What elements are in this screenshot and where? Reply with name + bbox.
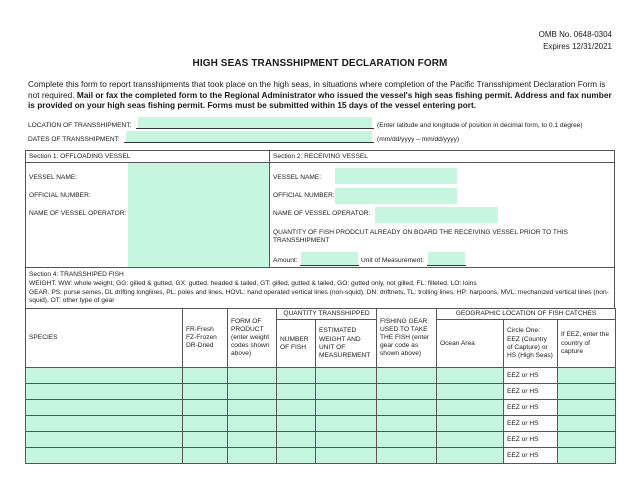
instructions <box>28 79 616 111</box>
number-cell[interactable] <box>277 368 316 384</box>
location-input[interactable] <box>138 117 372 128</box>
offloading-vessel-name-label: VESSEL NAME: <box>29 174 78 181</box>
section4-title: Section 4: TRANSSHIPED FISH <box>29 271 124 278</box>
weight-cell[interactable] <box>316 384 377 400</box>
col-estimated-weight: ESTIMATED WEIGHT AND UNIT OF MEASUREMENT <box>316 320 377 368</box>
col-fresh-frozen-dried: FR-Fresh FZ-Frozen DR-Dried <box>183 309 228 368</box>
col-form-of-product: FORM OF PRODUCT (enter weight codes shown above) <box>228 309 277 368</box>
table-row <box>26 400 616 416</box>
fresh-cell[interactable] <box>183 416 228 432</box>
gear-cell[interactable] <box>377 384 437 400</box>
dates-input[interactable] <box>126 131 372 142</box>
col-fishing-gear: FISHING GEAR USED TO TAKE THE FISH (enter gear code as shown above) <box>377 309 437 368</box>
table-row <box>26 416 616 432</box>
fresh-cell[interactable] <box>183 384 228 400</box>
country-cell[interactable] <box>558 416 616 432</box>
receiving-official-number-label: OFFICIAL NUMBER: <box>273 192 335 199</box>
ocean-cell[interactable] <box>437 432 504 448</box>
col-species: SPECIES <box>26 309 183 368</box>
species-cell[interactable] <box>26 368 183 384</box>
eez-or-hs-cell[interactable]: EEZ or HS <box>504 384 558 400</box>
table-row <box>26 368 616 384</box>
country-cell[interactable] <box>558 400 616 416</box>
weight-cell[interactable] <box>316 432 377 448</box>
species-cell[interactable] <box>26 400 183 416</box>
table-row <box>26 432 616 448</box>
section-divider <box>269 150 270 268</box>
eez-or-hs-cell[interactable]: EEZ or HS <box>504 448 558 464</box>
species-cell[interactable] <box>26 432 183 448</box>
form-cell[interactable] <box>228 400 277 416</box>
table-row <box>26 448 616 464</box>
species-cell[interactable] <box>26 448 183 464</box>
country-cell[interactable] <box>558 448 616 464</box>
number-cell[interactable] <box>277 432 316 448</box>
weight-cell[interactable] <box>316 400 377 416</box>
offloading-official-number-label: OFFICIAL NUMBER: <box>29 192 91 199</box>
unit-underline <box>427 265 466 266</box>
number-cell[interactable] <box>277 384 316 400</box>
ocean-cell[interactable] <box>437 416 504 432</box>
weight-codes: WEIGHT. WW: whole weight, GG: gilled & gutted, GX: gutted, headed & tailed, GT: gilled, gutted & tailed, GO: gutted only, not gilled, FL: filleted, LO: loins <box>29 280 477 287</box>
form-cell[interactable] <box>228 384 277 400</box>
expiration-date: Expires 12/31/2021 <box>543 42 612 51</box>
receiving-vessel-name-input[interactable] <box>335 168 457 184</box>
offloading-vessel-inputs[interactable] <box>128 163 269 267</box>
fresh-cell[interactable] <box>183 432 228 448</box>
col-circle-one: Circle One: EEZ (Country of Capture) or HS (High Seas) <box>504 320 558 368</box>
location-label: LOCATION OF TRANSSHIPMENT: <box>28 122 132 129</box>
location-hint: (Enter latitude and longitude of position in decimal form, to 0.1 degree) <box>377 122 583 129</box>
col-ocean-area: Ocean Area <box>437 320 504 368</box>
country-cell[interactable] <box>558 384 616 400</box>
receiving-operator-input[interactable] <box>375 207 498 223</box>
gear-cell[interactable] <box>377 432 437 448</box>
form-cell[interactable] <box>228 368 277 384</box>
section2-title: Section 2: RECEIVING VESSEL <box>273 153 368 160</box>
weight-cell[interactable] <box>316 416 377 432</box>
instructions-bold: Mail or fax the completed form to the Regional Administrator who issued the vessel's high seas fishing permit. Address and fax number is provided on your high seas fishing permit. Forms must be submitted within 15 days of the vessel entering port. <box>28 89 612 111</box>
fresh-cell[interactable] <box>183 400 228 416</box>
fresh-cell[interactable] <box>183 368 228 384</box>
dates-underline <box>124 142 374 143</box>
amount-input[interactable] <box>301 252 358 265</box>
gear-codes: GEAR. PS: purse seines, DL drifting longlines, PL: poles and lines, HOVL: hand operated vertical lines (non-squid), DN: driftnets, TL: trolling lines, HP: harpoons, MVL: mechanized vertical lines (non-squid), OT: other type of gear <box>29 289 609 305</box>
omb-number: OMB No. 0648-0304 <box>538 30 612 39</box>
ocean-cell[interactable] <box>437 400 504 416</box>
number-cell[interactable] <box>277 448 316 464</box>
ocean-cell[interactable] <box>437 448 504 464</box>
weight-cell[interactable] <box>316 448 377 464</box>
country-cell[interactable] <box>558 368 616 384</box>
section1-title: Section 1: OFFLOADING VESSEL <box>29 153 131 160</box>
omb-block <box>539 29 612 53</box>
location-underline <box>136 128 374 129</box>
weight-cell[interactable] <box>316 368 377 384</box>
quantity-on-board-text: QUANTITY OF FISH PRODCUT ALREADY ON BOARD THE RECEIVING VESSEL PRIOR TO THIS TRANSSHIPMENT <box>273 229 568 245</box>
species-cell[interactable] <box>26 384 183 400</box>
group-geographic-location: GEOGRAPHIC LOCATION OF FISH CATCHES <box>437 309 616 320</box>
species-cell[interactable] <box>26 416 183 432</box>
receiving-operator-label: NAME OF VESSEL OPERATOR: <box>273 210 371 217</box>
form-cell[interactable] <box>228 416 277 432</box>
table-row <box>26 384 616 400</box>
dates-hint: (mm/dd/yyyy – mm/dd/yyyy) <box>377 136 460 143</box>
group-quantity-transshipped: QUANTITY TRANSSHIPPED <box>277 309 377 320</box>
number-cell[interactable] <box>277 416 316 432</box>
eez-or-hs-cell[interactable]: EEZ or HS <box>504 368 558 384</box>
amount-label: Amount: <box>273 257 298 264</box>
ocean-cell[interactable] <box>437 384 504 400</box>
species-table <box>25 308 616 464</box>
country-cell[interactable] <box>558 432 616 448</box>
fresh-cell[interactable] <box>183 448 228 464</box>
offloading-operator-label: NAME OF VESSEL OPERATOR: <box>29 210 127 217</box>
receiving-vessel-name-label: VESSEL NAME: <box>273 174 322 181</box>
ocean-cell[interactable] <box>437 368 504 384</box>
amount-underline <box>300 265 359 266</box>
gear-cell[interactable] <box>377 368 437 384</box>
instructions-plain: Complete this form to report transshipments that took place on the high seas, in situations where completion of the Pacific Transshipment Declaration Form is not required. <box>28 79 606 100</box>
vessel-sections-box <box>25 150 615 268</box>
form-cell[interactable] <box>228 448 277 464</box>
receiving-official-number-input[interactable] <box>335 188 457 204</box>
gear-cell[interactable] <box>377 416 437 432</box>
form-cell[interactable] <box>228 432 277 448</box>
unit-input[interactable] <box>428 252 465 265</box>
gear-cell[interactable] <box>377 448 437 464</box>
gear-cell[interactable] <box>377 400 437 416</box>
eez-or-hs-cell[interactable]: EEZ or HS <box>504 432 558 448</box>
eez-or-hs-cell[interactable]: EEZ or HS <box>504 416 558 432</box>
dates-label: DATES OF TRANSSHIPMENT: <box>28 136 120 143</box>
col-number-of-fish: NUMBER OF FISH <box>277 320 316 368</box>
col-eez-country: If EEZ, enter the country of capture <box>558 320 616 368</box>
form-title: HIGH SEAS TRANSSHIPMENT DECLARATION FORM <box>192 58 448 69</box>
eez-or-hs-cell[interactable]: EEZ or HS <box>504 400 558 416</box>
unit-label: Unit of Measurement: <box>361 257 425 264</box>
section-header-divider <box>25 162 615 163</box>
number-cell[interactable] <box>277 400 316 416</box>
